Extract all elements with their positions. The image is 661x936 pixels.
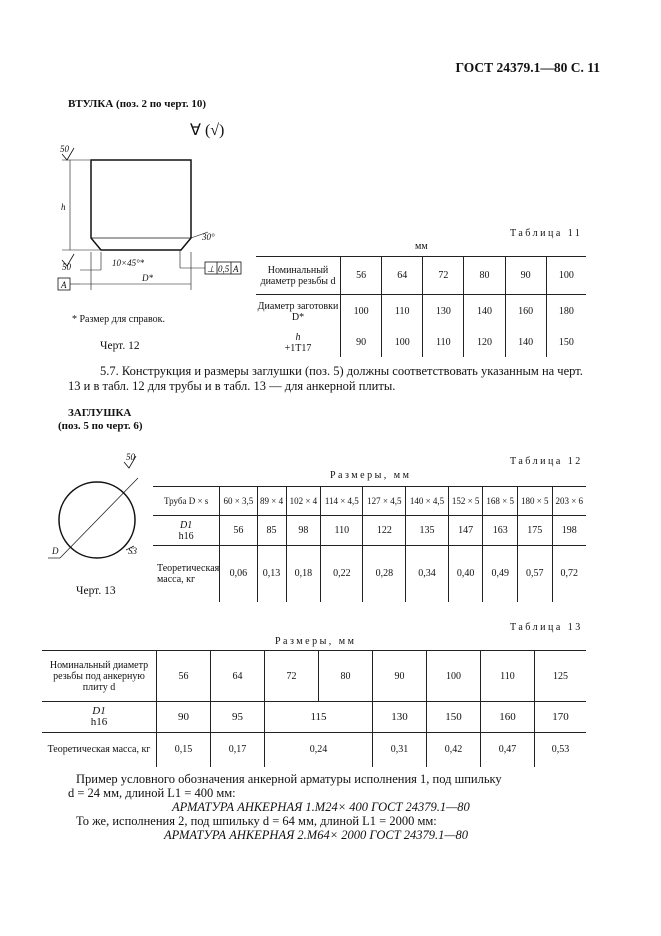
table-cell: 90 bbox=[373, 651, 427, 702]
chamfer-label: 10×45°* bbox=[112, 258, 145, 268]
table-cell-head: Номинальный диаметр резьбы под анкерную плиту d bbox=[42, 651, 157, 702]
table-row bbox=[256, 257, 586, 295]
table-cell: 100 bbox=[427, 651, 481, 702]
zaglushka-caption: Черт. 13 bbox=[76, 585, 116, 597]
table-cell: 56 bbox=[220, 516, 257, 546]
table-cell: 100 bbox=[341, 295, 382, 329]
table-cell-head bbox=[42, 702, 157, 733]
table12 bbox=[153, 486, 586, 602]
table-cell-head bbox=[256, 329, 341, 357]
table-cell: 170 bbox=[535, 702, 587, 733]
table-cell: 130 bbox=[373, 702, 427, 733]
roughness-marks: ∀ (√) bbox=[190, 122, 225, 139]
table-cell: 122 bbox=[363, 516, 406, 546]
table-cell: 60 × 3,5 bbox=[220, 487, 257, 516]
table-cell: 203 × 6 bbox=[552, 487, 586, 516]
table-cell: 147 bbox=[448, 516, 483, 546]
paragraph-5-7: 5.7. Конструкция и размеры заглушки (поз. 5) должны соответствовать указанным на черт. 13 и в табл. 12 для трубы и в табл. 13 — для анкерной плиты. bbox=[68, 364, 583, 393]
zaglushka-ra-label: 50 bbox=[126, 452, 135, 462]
table-cell: 0,13 bbox=[257, 546, 286, 602]
example-line-5: АРМАТУРА АНКЕРНАЯ 2.М64× 2000 ГОСТ 24379.1—80 bbox=[164, 828, 469, 842]
table-cell: 110 bbox=[382, 295, 423, 329]
table-cell: 0,47 bbox=[481, 733, 535, 767]
table-row bbox=[153, 546, 586, 602]
diameter-label: D* bbox=[142, 273, 153, 283]
table-cell: 125 bbox=[535, 651, 587, 702]
table-cell: 0,49 bbox=[483, 546, 518, 602]
table13-label: Таблица 13 bbox=[510, 622, 583, 633]
table-cell-head: Теоретическая масса, кг bbox=[42, 733, 157, 767]
table-cell: 140 bbox=[505, 329, 546, 357]
zaglushka-drawing bbox=[40, 450, 160, 580]
table-cell: 0,31 bbox=[373, 733, 427, 767]
vtulka-title bbox=[68, 98, 206, 110]
table-cell: 0,06 bbox=[220, 546, 257, 602]
table-cell-head: Теоретическая масса, кг bbox=[153, 546, 220, 602]
table-row bbox=[256, 295, 586, 329]
table-cell: 0,57 bbox=[517, 546, 552, 602]
tolerance-sym: ⊥ bbox=[207, 264, 215, 274]
table-cell: 90 bbox=[341, 329, 382, 357]
table-cell: 0,34 bbox=[406, 546, 449, 602]
table-cell: 150 bbox=[546, 329, 586, 357]
h16-head: h16 bbox=[90, 716, 108, 728]
table-cell: 64 bbox=[382, 257, 423, 295]
table-cell: 100 bbox=[382, 329, 423, 357]
table-cell: 80 bbox=[464, 257, 505, 295]
table-cell: 135 bbox=[406, 516, 449, 546]
table-cell: 175 bbox=[517, 516, 552, 546]
vtulka-title-main: ВТУЛКА bbox=[68, 98, 114, 110]
table-cell: 127 × 4,5 bbox=[363, 487, 406, 516]
h-label: h bbox=[61, 202, 66, 212]
h-head: h bbox=[295, 331, 301, 343]
tolerance-base: A bbox=[233, 264, 239, 274]
table-cell: 152 × 5 bbox=[448, 487, 483, 516]
table-cell: 90 bbox=[505, 257, 546, 295]
table-cell: 0,15 bbox=[157, 733, 211, 767]
zaglushka-d-label: D bbox=[52, 546, 59, 556]
table-cell: 56 bbox=[157, 651, 211, 702]
table-cell: 56 bbox=[341, 257, 382, 295]
table-cell: 80 bbox=[319, 651, 373, 702]
table-cell: 0,40 bbox=[448, 546, 483, 602]
table-row bbox=[153, 516, 586, 546]
zaglushka-title: ЗАГЛУШКА bbox=[68, 407, 132, 419]
table-row bbox=[42, 733, 586, 767]
table-cell-head: Номинальный диаметр резьбы d bbox=[256, 257, 341, 295]
table11 bbox=[256, 256, 586, 357]
table-row bbox=[256, 329, 586, 357]
table-cell-head: Диаметр заготовки D* bbox=[256, 295, 341, 329]
table-cell: 198 bbox=[552, 516, 586, 546]
angle-label: 30° bbox=[202, 232, 215, 242]
zaglushka-s-label: S3 bbox=[128, 546, 137, 556]
vtulka-footnote: * Размер для справок. bbox=[72, 314, 165, 325]
vtulka-caption: Черт. 12 bbox=[100, 340, 140, 352]
table-cell: 110 bbox=[423, 329, 464, 357]
table-cell-head: Труба D × s bbox=[153, 487, 220, 516]
table-cell: 0,28 bbox=[363, 546, 406, 602]
table-cell: 140 × 4,5 bbox=[406, 487, 449, 516]
table12-caption: Размеры, мм bbox=[330, 470, 412, 481]
table-row bbox=[42, 651, 586, 702]
table-cell: 72 bbox=[265, 651, 319, 702]
table-row bbox=[153, 487, 586, 516]
tolerance-head: +1T17 bbox=[284, 342, 312, 354]
example-line-2: d = 24 мм, длиной L1 = 400 мм: bbox=[68, 786, 236, 800]
table-cell: 168 × 5 bbox=[483, 487, 518, 516]
example-line-1: Пример условного обозначения анкерной арматуры исполнения 1, под шпильку bbox=[76, 772, 502, 786]
table-cell: 180 bbox=[546, 295, 586, 329]
example-line-3: АРМАТУРА АНКЕРНАЯ 1.М24× 400 ГОСТ 24379.1—80 bbox=[172, 800, 470, 814]
table-cell: 0,42 bbox=[427, 733, 481, 767]
vtulka-title-sub: (поз. 2 по черт. 10) bbox=[116, 98, 207, 110]
table13 bbox=[42, 650, 586, 767]
table-cell: 0,53 bbox=[535, 733, 587, 767]
table11-units: мм bbox=[415, 241, 428, 252]
table13-caption: Размеры, мм bbox=[275, 636, 357, 647]
table-cell: 100 bbox=[546, 257, 586, 295]
table-cell: 150 bbox=[427, 702, 481, 733]
table-cell: 140 bbox=[464, 295, 505, 329]
table-cell: 85 bbox=[257, 516, 286, 546]
d1-head: D1 bbox=[180, 519, 193, 531]
page-header: ГОСТ 24379.1—80 С. 11 bbox=[455, 60, 600, 75]
table-cell: 0,24 bbox=[265, 733, 373, 767]
h16-head: h16 bbox=[178, 530, 194, 542]
table12-label: Таблица 12 bbox=[510, 456, 583, 467]
table-cell: 110 bbox=[481, 651, 535, 702]
table-cell: 0,72 bbox=[552, 546, 586, 602]
table-cell: 180 × 5 bbox=[517, 487, 552, 516]
table-cell: 130 bbox=[423, 295, 464, 329]
table-cell: 95 bbox=[211, 702, 265, 733]
table-cell: 115 bbox=[265, 702, 373, 733]
table-cell: 160 bbox=[481, 702, 535, 733]
d1-head: D1 bbox=[92, 705, 106, 717]
table-cell: 64 bbox=[211, 651, 265, 702]
table-cell: 110 bbox=[321, 516, 363, 546]
table-cell: 160 bbox=[505, 295, 546, 329]
table-cell: 0,17 bbox=[211, 733, 265, 767]
table-cell: 163 bbox=[483, 516, 518, 546]
table-cell-head bbox=[153, 516, 220, 546]
table11-label: Таблица 11 bbox=[510, 228, 583, 239]
table-cell: 98 bbox=[286, 516, 321, 546]
example-line-4: То же, исполнения 2, под шпильку d = 64 мм, длиной L1 = 2000 мм: bbox=[76, 814, 437, 828]
table-cell: 102 × 4 bbox=[286, 487, 321, 516]
datum-label: A bbox=[61, 280, 67, 290]
ra-label: 50 bbox=[60, 144, 69, 154]
table-row bbox=[42, 702, 586, 733]
ra-bottom-label: 50 bbox=[62, 262, 71, 272]
table-cell: 0,22 bbox=[321, 546, 363, 602]
table-cell: 114 × 4,5 bbox=[321, 487, 363, 516]
table-cell: 90 bbox=[157, 702, 211, 733]
table-cell: 72 bbox=[423, 257, 464, 295]
table-cell: 89 × 4 bbox=[257, 487, 286, 516]
vtulka-drawing bbox=[50, 140, 250, 310]
tolerance-val: 0,5 bbox=[218, 264, 230, 274]
table-cell: 120 bbox=[464, 329, 505, 357]
zaglushka-subtitle: (поз. 5 по черт. 6) bbox=[58, 420, 143, 432]
table-cell: 0,18 bbox=[286, 546, 321, 602]
